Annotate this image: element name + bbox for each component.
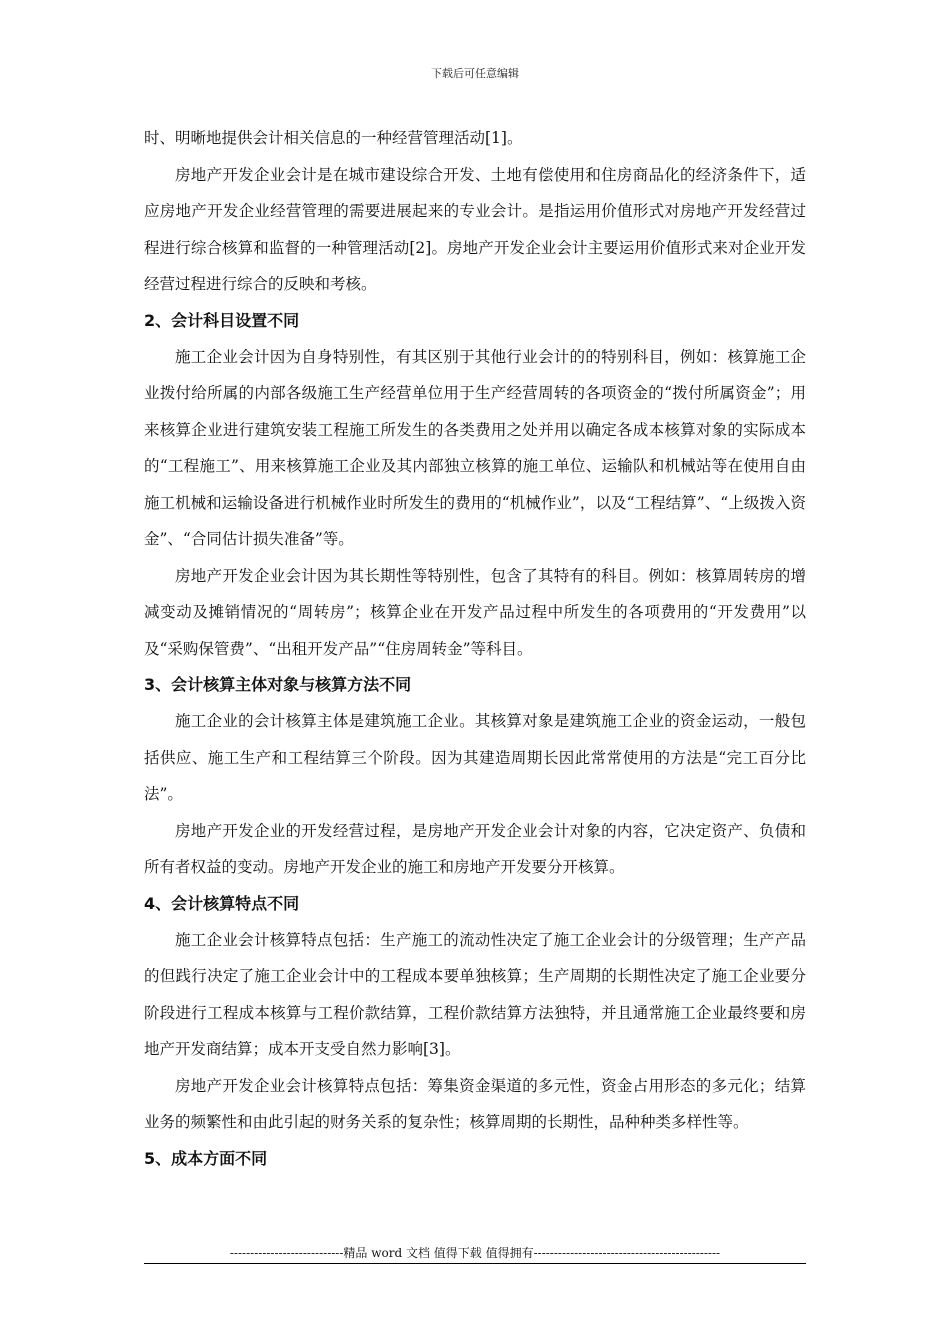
section-heading: 5、成本方面不同 — [144, 1148, 268, 1168]
document-body — [144, 120, 806, 1177]
page-header: 下载后可任意编辑 — [431, 67, 519, 80]
paragraph: 房地产开发企业会计核算特点包括：筹集资金渠道的多元性，资金占用形态的多元化；结算业务的频繁性和由此引起的财务关系的复杂性；核算周期的长期性，品种种类多样性等。 — [144, 1076, 806, 1131]
section-heading: 4、会计核算特点不同 — [144, 893, 300, 913]
paragraph: 时、明晰地提供会计相关信息的一种经营管理活动[1]。 — [144, 129, 523, 147]
section-heading: 2、会计科目设置不同 — [144, 310, 300, 330]
paragraph: 房地产开发企业会计是在城市建设综合开发、土地有偿使用和住房商品化的经济条件下，适应房地产开发企业经营管理的需要进展起来的专业会计。是指运用价值形式对房地产开发经营过程进行综合核算和监督的一种管理活动[2]。房地产开发企业会计主要运用价值形式来对企业开发经营过程进行综合的反映和考核。 — [144, 165, 806, 293]
paragraph: 房地产开发企业会计因为其长期性等特别性，包含了其特有的科目。例如：核算周转房的增减变动及摊销情况的“周转房”；核算企业在开发产品过程中所发生的各项费用的“开发费用”以及“采购保管费”、“出租开发产品”“住房周转金”等科目。 — [144, 566, 806, 658]
paragraph: 房地产开发企业的开发经营过程，是房地产开发企业会计对象的内容，它决定资产、负债和所有者权益的变动。房地产开发企业的施工和房地产开发要分开核算。 — [144, 821, 806, 876]
paragraph: 施工企业的会计核算主体是建筑施工企业。其核算对象是建筑施工企业的资金运动，一般包括供应、施工生产和工程结算三个阶段。因为其建造周期长因此常常使用的方法是“完工百分比法”。 — [144, 712, 806, 803]
paragraph: 施工企业会计核算特点包括：生产施工的流动性决定了施工企业会计的分级管理；生产产品的但践行决定了施工企业会计中的工程成本要单独核算；生产周期的长期性决定了施工企业要分阶段进行工程成本核算与工程价款结算，工程价款结算方法独特，并且通常施工企业最终要和房地产开发商结算；成本开支受自然力影响[3]。 — [144, 930, 806, 1058]
section-heading: 3、会计核算主体对象与核算方法不同 — [144, 675, 412, 694]
page-footer — [144, 1246, 806, 1264]
footer-text: ----------------------------精品 word 文档 值得下载 值得拥有---------------------------------------------- — [229, 1246, 721, 1260]
paragraph: 施工企业会计因为自身特别性，有其区别于其他行业会计的的特别科目，例如：核算施工企业拨付给所属的内部各级施工生产经营单位用于生产经营周转的各项资金的“拨付所属资金”；用来核算企业进行建筑安装工程施工所发生的各类费用之处并用以确定各成本核算对象的实际成本的“工程施工”、用来核算施工企业及其内部独立核算的施工单位、运输队和机械站等在使用自由施工机械和运输设备进行机械作业时所发生的费用的“机械作业”，以及“工程结算”、“上级拨入资金”、“合同估计损失准备”等。 — [144, 347, 806, 548]
footer-divider — [144, 1263, 806, 1264]
